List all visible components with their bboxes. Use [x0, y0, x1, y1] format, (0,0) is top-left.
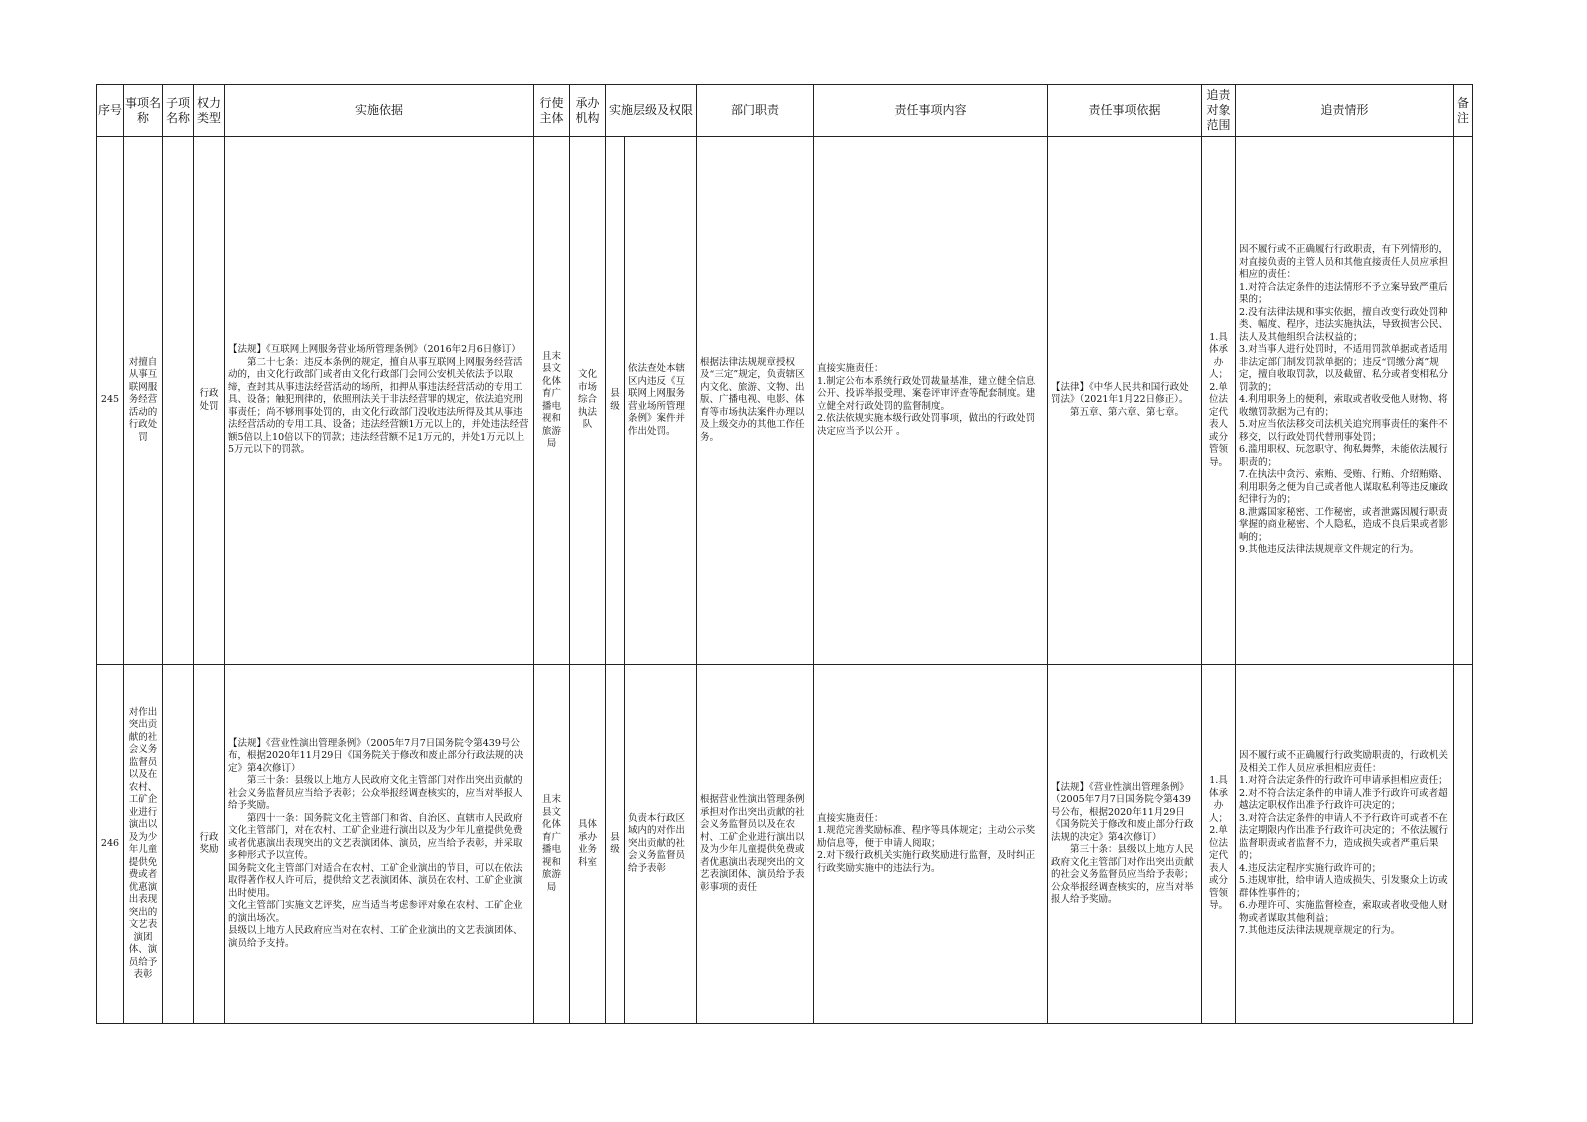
row-level [606, 665, 625, 1024]
row-cases-text: 因不履行或不正确履行行政职责，有下列情形的，对直接负责的主管人员和其他直接责任人员应承担相应的责任： 1.对符合法定条件的违法情形不予立案导致严重后果的； 2.没有法律法规和事实依据，擅自改变行政处罚种类、幅度、程序，违法实施执法，导致损害公民、法人及其他组织合法权益的； 3.对当事人进行处罚时，不适用罚款单据或者适用非法定部门制发罚款单据的；违反“罚缴分离”规定，擅自收取罚款，以及截留、私分或者变相私分罚款的； 4.利用职务上的便利，索取或者收受他人财物、将收缴罚款据为己有的； 5.对应当依法移交司法机关追究刑事责任的案件不移交，以行政处罚代替刑事处罚； 6.滥用职权、玩忽职守、徇私舞弊，未能依法履行职责的； 7.在执法中贪污、索贿、受贿、行贿、介绍贿赂、利用职务之便为自己或者他人谋取私利等违反廉政纪律行为的； 8.泄露国家秘密、工作秘密，或者泄露因履行职责掌握的商业秘密、个人隐私，造成不良后果或者影响的； 9.其他违反法律法规规章文件规定的行为。 [1239, 244, 1449, 556]
table-row [97, 137, 1473, 665]
row-scope [1202, 137, 1236, 665]
row-no: 246 [97, 665, 124, 1024]
row-level-text: 县级 [610, 388, 620, 412]
row-duty [697, 665, 814, 1024]
row-agency [570, 665, 606, 1024]
row-type-text: 行政处罚 [199, 388, 219, 412]
row-subject [534, 665, 570, 1024]
header-agency: 承办机构 [570, 85, 606, 137]
header-basis: 实施依据 [225, 85, 534, 137]
row-subject-text: 且末县文化体育广播电视和旅游局 [541, 350, 561, 449]
row-level [606, 137, 625, 665]
row-agency-text: 具体承办业务科室 [577, 819, 597, 868]
row-item-text: 对擅自从事互联网服务经营活动的行政处罚 [128, 356, 158, 443]
row-content-basis [1048, 665, 1202, 1024]
row-sub [163, 665, 194, 1024]
row-content [814, 137, 1048, 665]
header-cases: 追责情形 [1236, 85, 1454, 137]
row-basis [225, 665, 534, 1024]
header-no: 序号 [97, 85, 124, 137]
header-level: 实施层级及权限 [606, 85, 697, 137]
row-cases [1236, 665, 1454, 1024]
header-content-basis: 责任事项依据 [1048, 85, 1202, 137]
row-cases [1236, 137, 1454, 665]
row-sub [163, 137, 194, 665]
row-content [814, 665, 1048, 1024]
row-authority [625, 665, 697, 1024]
header-content: 责任事项内容 [814, 85, 1048, 137]
row-item-text: 对作出突出贡献的社会义务监督员以及在农村、工矿企业进行演出以及为少年儿童提供免费或者优惠演出表现突出的文艺表演团体、演员给予表彰 [128, 706, 158, 980]
row-content-basis-text: 【法律】《中华人民共和国行政处罚法》（2021年1月22日修正）。 第五章、第六章、第七章。 [1051, 381, 1189, 418]
row-basis-text: 【法规】《互联网上网服务营业场所管理条例》（2016年2月6日修订） 第二十七条：违反本条例的规定，擅自从事互联网上网服务经营活动的，由文化行政部门或者由文化行政部门会同公安机关依法予以取缔，查封其从事违法经营活动的场所，扣押从事违法经营活动的专用工具、设备；触犯刑律的，依照刑法关于非法经营罪的规定，依法追究刑事责任；尚不够刑事处罚的，由文化行政部门没收违法所得及其从事违法经营活动的专用工具、设备；违法经营额1万元以上的，并处违法经营额5倍以上10倍以下的罚款；违法经营额不足1万元的，并处1万元以上5万元以下的罚款。 [228, 344, 529, 456]
row-authority [625, 137, 697, 665]
row-duty [697, 137, 814, 665]
row-content-text: 直接实施责任： 1.制定公布本系统行政处罚裁量基准，建立健全信息公开、投诉举报受理、案卷评审评查等配套制度。建立健全对行政处罚的监督制度。 2.依法依规实施本级行政处罚事项，做出的行政处罚决定应当予以公开 。 [817, 363, 1036, 437]
row-agency-text: 文化市场综合执法队 [577, 369, 597, 431]
header-type: 权力类型 [194, 85, 225, 137]
row-authority-text: 负责本行政区域内的对作出突出贡献的社会义务监督员给予表彰 [628, 812, 686, 874]
row-remark [1454, 137, 1473, 665]
row-level-text: 县级 [610, 831, 620, 855]
row-content-basis-text: 【法规】《营业性演出管理条例》（2005年7月7日国务院令第439号公布，根据2020年11月29日《国务院关于修改和废止部分行政法规的决定》第4次修订） 第三十条：县级以上地方人民政府文化主管部门对作出突出贡献的社会义务监督员应当给予表彰；公众举报经调查核实的，应当对举报人给予奖励。 [1051, 781, 1194, 905]
row-no: 245 [97, 137, 124, 665]
row-duty-text: 根据营业性演出管理条例承担对作出突出贡献的社会义务监督员以及在农村、工矿企业进行演出以及为少年儿童提供免费或者优惠演出表现突出的文艺表演团体、演员给予表彰事项的责任 [700, 794, 805, 893]
header-sub: 子项名称 [163, 85, 194, 137]
header-item: 事项名称 [124, 85, 163, 137]
header-duty: 部门职责 [697, 85, 814, 137]
row-item [124, 665, 163, 1024]
row-scope-text: 1.具体承办人； 2.单位法定代表人或分管领导。 [1209, 775, 1229, 912]
row-duty-text: 根据法律法规规章授权及“三定”规定，负责辖区内文化、旅游、文物、出版、广播电视、电影、体育等市场执法案件办理以及上级交办的其他工作任务。 [700, 356, 805, 443]
row-scope-text: 1.具体承办人； 2.单位法定代表人或分管领导。 [1209, 331, 1229, 468]
header-remark: 备注 [1454, 85, 1473, 137]
row-authority-text: 依法查处本辖区内违反《互联网上网服务营业场所管理条例》案件并作出处罚。 [628, 363, 686, 437]
header-scope: 追责对象范围 [1202, 85, 1236, 137]
row-content-text: 直接实施责任： 1.规范完善奖励标准、程序等具体规定；主动公示奖励信息等，便于申请人阅取； 2.对下级行政机关实施行政奖励进行监督，及时纠正行政奖励实施中的违法行为。 [817, 812, 1036, 874]
row-cases-text: 因不履行或不正确履行行政奖励职责的，行政机关及相关工作人员应承担相应责任： 1.对符合法定条件的行政许可申请承担相应责任； 2.对不符合法定条件的申请人准予行政许可或者超越法定职权作出准予行政许可决定的； 3.对符合法定条件的申请人不予行政许可或者不在法定期限内作出准予行政许可决定的；不依法履行监督职责或者监督不力，造成损失或者严重后果的； 4.违反法定程序实施行政许可的； 5.违规审批，给申请人造成损失、引发聚众上访或群体性事件的； 6.办理许可、实施监督检查，索取或者收受他人财物或者谋取其他利益； 7.其他违反法律法规规章规定的行为。 [1239, 750, 1449, 937]
header-subject: 行使主体 [534, 85, 570, 137]
row-agency [570, 137, 606, 665]
row-remark [1454, 665, 1473, 1024]
row-content-basis [1048, 137, 1202, 665]
row-type [194, 137, 225, 665]
row-subject-text: 且末县文化体育广播电视和旅游局 [541, 794, 561, 893]
row-basis-text: 【法规】《营业性演出管理条例》（2005年7月7日国务院令第439号公布，根据2020年11月29日《国务院关于修改和废止部分行政法规的决定》第4次修订） 第三十条：县级以上地方人民政府文化主管部门对作出突出贡献的社会义务监督员应当给予表彰；公众举报经调查核实的，应当对举报人给予奖励。 第四十一条：国务院文化主管部门和省、自治区、直辖市人民政府文化主管部门，对在农村、工矿企业进行演出以及为少年儿童提供免费或者优惠演出表现突出的文艺表演团体、演员，应当给予表彰，并采取多种形式予以宣传。 国务院文化主管部门对适合在农村、工矿企业演出的节目，可以在依法取得著作权人许可后，提供给文艺表演团体、演员在农村、工矿企业演出时使用。 文化主管部门实施文艺评奖，应当适当考虑参评对象在农村、工矿企业的演出场次。 县级以上地方人民政府应当对在农村、工矿企业演出的文艺表演团体、演员给予支持。 [228, 737, 524, 949]
header-row [97, 85, 1473, 137]
row-scope [1202, 665, 1236, 1024]
row-basis [225, 137, 534, 665]
row-subject [534, 137, 570, 665]
row-type [194, 665, 225, 1024]
row-type-text: 行政奖励 [199, 831, 219, 855]
row-item [124, 137, 163, 665]
power-list-table [96, 84, 1473, 1024]
table-row [97, 665, 1473, 1024]
